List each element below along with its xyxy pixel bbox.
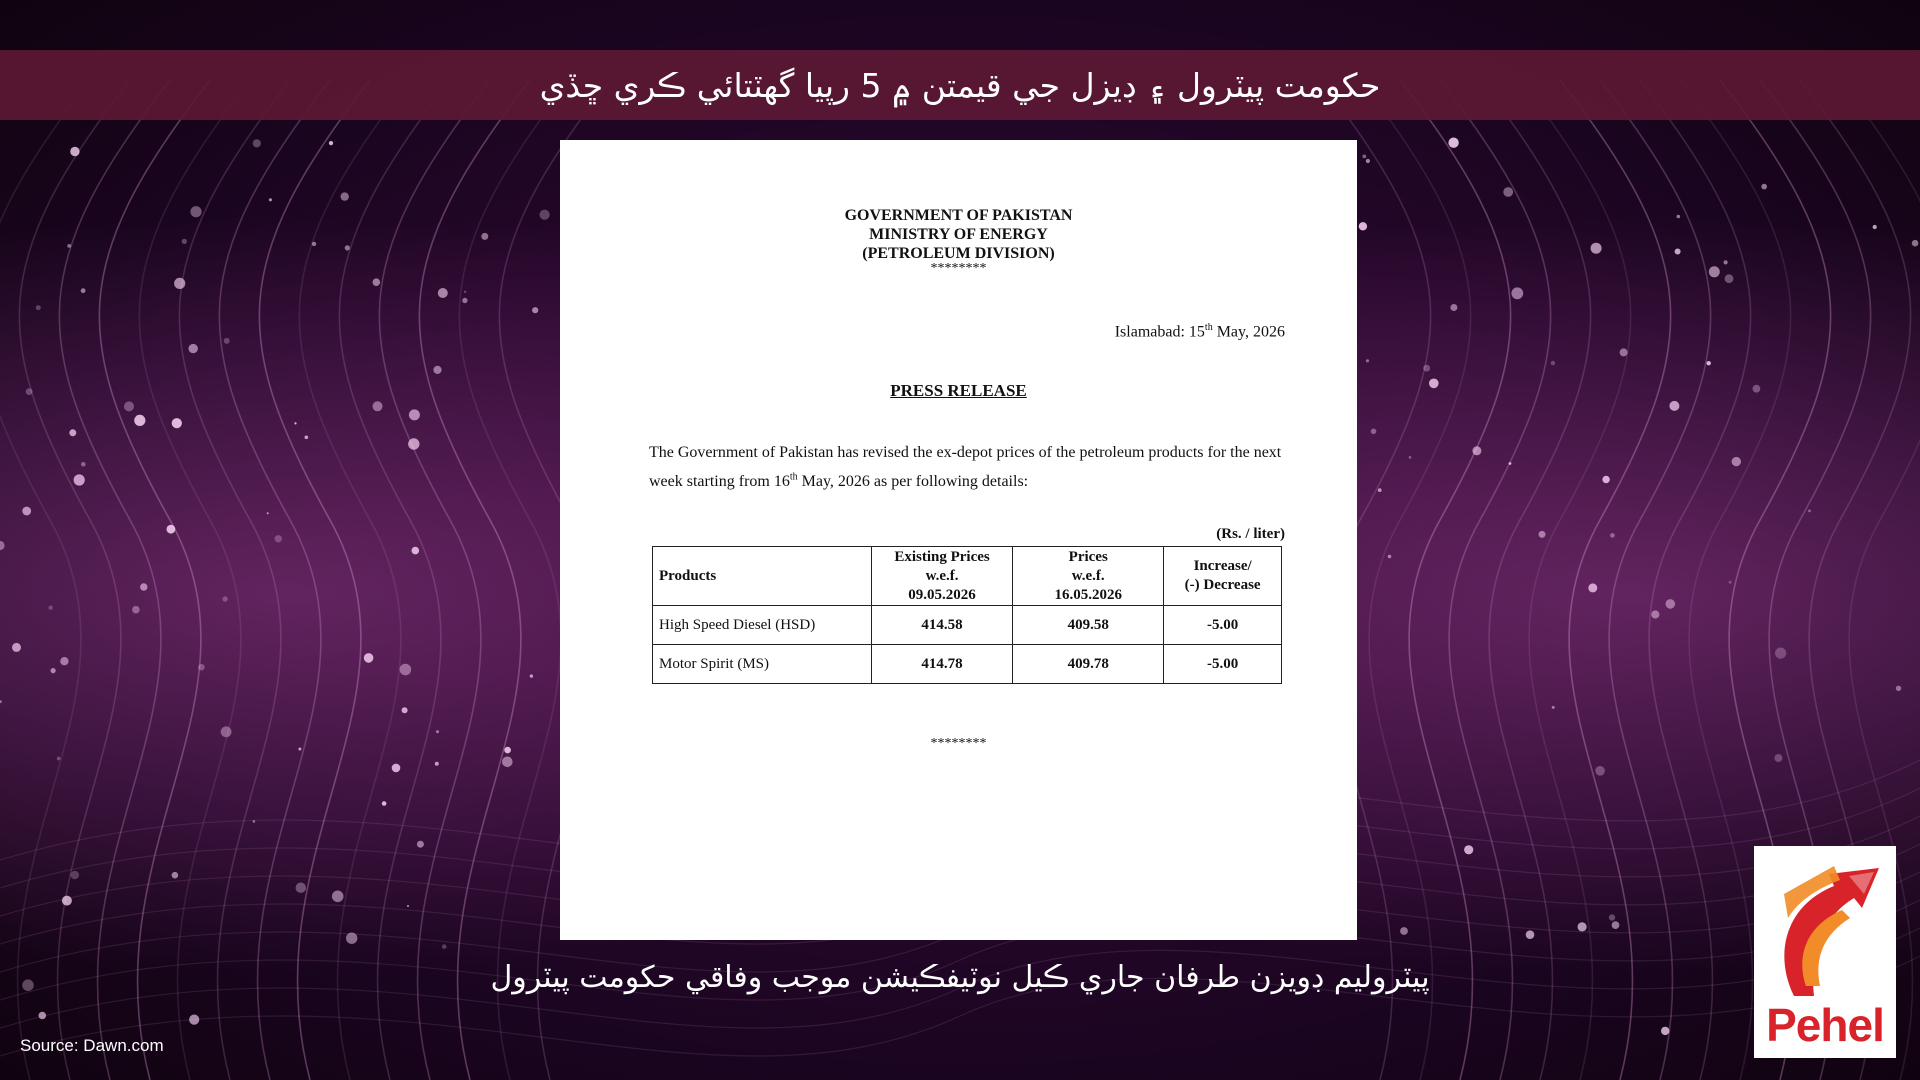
wave-line	[459, 80, 570, 1080]
particle-dot	[36, 305, 41, 310]
date-suffix: May, 2026	[1212, 323, 1285, 341]
header-existing-line: w.e.f.	[925, 567, 959, 584]
particle-dot	[1511, 287, 1523, 299]
particle-dot	[1578, 922, 1587, 931]
intro-ordinal: th	[789, 471, 798, 483]
particle-dot	[267, 512, 269, 514]
particle-dot	[134, 415, 145, 426]
particle-dot	[1808, 510, 1811, 513]
particle-dot	[57, 757, 61, 761]
date-prefix: Islamabad: 15	[1114, 323, 1205, 341]
particle-dot	[62, 896, 72, 906]
particle-dot	[269, 198, 272, 201]
particle-dot	[182, 239, 187, 244]
particle-dot	[345, 245, 350, 250]
particle-dot	[70, 147, 79, 156]
pehel-logo	[1754, 846, 1896, 1058]
particle-dot	[1651, 610, 1659, 618]
header-change	[1164, 547, 1282, 606]
particle-dot	[402, 707, 408, 713]
header-existing-line: 09.05.2026	[908, 586, 976, 603]
wave-line	[1360, 80, 1471, 1080]
particle-dot	[294, 422, 296, 424]
particle-dot	[435, 762, 439, 766]
product-name: Motor Spirit (MS)	[653, 645, 872, 684]
particle-dot	[1761, 184, 1767, 190]
wave-line	[219, 80, 330, 1080]
existing-price: 414.78	[871, 645, 1012, 684]
intro-text-1: The Government of Pakistan has revised the ex-depot prices of the petroleum products for the next week starting from 16	[649, 444, 1282, 490]
particle-dot	[71, 871, 80, 880]
particle-dot	[1503, 187, 1513, 197]
particle-dot	[364, 653, 374, 663]
particle-dot	[1526, 930, 1535, 939]
wave-line	[139, 80, 250, 1080]
wave-line	[99, 80, 210, 1080]
particle-dot	[1400, 927, 1408, 935]
particle-dot	[0, 700, 2, 703]
wave-line	[19, 80, 130, 1080]
particle-dot	[1609, 914, 1615, 920]
wave-line	[1480, 80, 1591, 1080]
particle-dot	[1677, 215, 1681, 219]
table-row	[653, 606, 1282, 645]
particle-dot	[26, 388, 33, 395]
price-table	[652, 546, 1282, 684]
date-ordinal: th	[1204, 322, 1213, 333]
intro-text-2: May, 2026 as per following details:	[797, 473, 1029, 490]
wave-line	[259, 80, 370, 1080]
particle-dot	[1610, 533, 1615, 538]
header-existing-prices	[871, 547, 1012, 606]
particle-dot	[1753, 385, 1761, 393]
particle-dot	[1873, 225, 1877, 229]
header-line-division: (PETROLEUM DIVISION)	[862, 245, 1055, 262]
particle-dot	[1588, 583, 1597, 592]
particle-dot	[1371, 429, 1377, 435]
header-new-prices	[1013, 547, 1164, 606]
particle-dot	[221, 726, 232, 737]
particle-dot	[305, 436, 309, 440]
particle-dot	[332, 891, 344, 903]
header-change-line: Increase/	[1193, 558, 1252, 574]
price-change: -5.00	[1164, 606, 1282, 645]
footer-stars: ********	[930, 736, 987, 751]
particle-dot	[49, 606, 53, 610]
particle-dot	[1464, 845, 1473, 854]
particle-dot	[502, 757, 513, 768]
unit-note: (Rs. / liter)	[1216, 526, 1285, 542]
header-new-line: w.e.f.	[1071, 567, 1105, 584]
header-new-line: 16.05.2026	[1054, 586, 1122, 603]
particle-dot	[67, 244, 71, 248]
particle-dot	[81, 462, 86, 467]
particle-dot	[1591, 243, 1602, 254]
particle-dot	[1539, 531, 1546, 538]
wave-line	[59, 80, 170, 1080]
document-header	[560, 206, 1357, 275]
headline-text: حکومت پيٽرول ۽ ڊيزل جي قيمتن ۾ 5 رپيا گھٽتائي ڪري ڇڏي	[539, 65, 1381, 105]
particle-dot	[1732, 457, 1741, 466]
particle-dot	[132, 606, 140, 614]
headline-banner	[0, 50, 1920, 120]
particle-dot	[1669, 401, 1679, 411]
particle-dot	[189, 344, 198, 353]
particle-dot	[392, 764, 401, 773]
particle-dot	[172, 418, 182, 428]
particle-dot	[1774, 754, 1782, 762]
particle-dot	[12, 643, 21, 652]
particle-dot	[224, 338, 230, 344]
particle-dot	[417, 841, 424, 848]
table-row	[653, 645, 1282, 684]
particle-dot	[433, 366, 441, 374]
particle-dot	[39, 1012, 47, 1020]
particle-dot	[341, 192, 349, 200]
particle-dot	[1359, 222, 1367, 230]
particle-dot	[1620, 348, 1628, 356]
particle-dot	[1551, 361, 1555, 365]
particle-dot	[296, 883, 306, 893]
subtitle-caption: پيٽروليم ڊويزن طرفان جاري ڪيل نوٽيفڪيشن موجب وفاقي حکومت پيٽرول	[490, 960, 1430, 995]
header-change-line: (-) Decrease	[1184, 577, 1261, 593]
particle-dot	[346, 933, 357, 944]
particle-dot	[253, 139, 261, 147]
pehel-arrow-logo-icon	[1754, 846, 1896, 1006]
particle-dot	[1450, 304, 1457, 311]
particle-dot	[0, 541, 5, 550]
particle-dot	[22, 507, 31, 516]
wave-line	[339, 80, 450, 1080]
particle-dot	[1729, 581, 1732, 584]
particle-dot	[1552, 706, 1555, 709]
wave-line	[1520, 80, 1631, 1080]
press-release-document	[560, 140, 1357, 940]
particle-dot	[190, 206, 201, 217]
header-line-ministry: MINISTRY OF ENERGY	[869, 226, 1048, 243]
particle-dot	[60, 657, 68, 665]
wave-line	[179, 80, 290, 1080]
particle-dot	[275, 535, 282, 542]
particle-dot	[1896, 686, 1901, 691]
press-release-title: PRESS RELEASE	[890, 381, 1027, 400]
product-name: High Speed Diesel (HSD)	[653, 606, 872, 645]
particle-dot	[69, 429, 76, 436]
particle-dot	[312, 242, 316, 246]
particle-dot	[481, 233, 488, 240]
particle-dot	[1612, 921, 1620, 929]
particle-dot	[412, 547, 420, 555]
particle-dot	[1707, 361, 1711, 365]
particle-dot	[81, 288, 86, 293]
header-existing-line: Existing Prices	[894, 548, 990, 565]
particle-dot	[1423, 365, 1430, 372]
particle-dot	[438, 288, 448, 298]
wave-line	[1400, 80, 1511, 1080]
particle-dot	[1602, 476, 1609, 483]
particle-dot	[1661, 1027, 1669, 1035]
particle-dot	[1675, 249, 1681, 255]
particle-dot	[167, 525, 176, 534]
particle-dot	[1666, 599, 1676, 609]
particle-dot	[1724, 260, 1728, 264]
particle-dot	[540, 210, 550, 220]
wave-line	[1440, 80, 1551, 1080]
particle-dot	[407, 905, 409, 907]
particle-dot	[464, 291, 466, 293]
particle-dot	[1725, 274, 1734, 283]
header-products: Products	[653, 547, 872, 606]
particle-dot	[174, 278, 185, 289]
particle-dot	[1378, 488, 1382, 492]
new-price: 409.78	[1013, 645, 1164, 684]
particle-dot	[189, 1015, 199, 1025]
particle-dot	[462, 298, 467, 303]
particle-dot	[253, 820, 256, 823]
particle-dot	[172, 872, 179, 879]
header-new-line: Prices	[1068, 548, 1108, 565]
wave-line	[299, 80, 410, 1080]
particle-dot	[373, 401, 383, 411]
particle-dot	[530, 674, 533, 677]
particle-dot	[74, 474, 85, 485]
particle-dot	[1595, 766, 1605, 776]
table-header-row	[653, 547, 1282, 606]
particle-dot	[198, 664, 204, 670]
particle-dot	[532, 307, 538, 313]
particle-dot	[400, 664, 412, 676]
particle-dot	[504, 747, 511, 754]
particle-dot	[373, 278, 381, 286]
particle-dot	[51, 668, 56, 673]
particle-dot	[1472, 446, 1481, 455]
particle-dot	[1448, 138, 1458, 148]
particle-dot	[1429, 379, 1439, 389]
particle-dot	[436, 730, 439, 733]
new-price: 409.58	[1013, 606, 1164, 645]
particle-dot	[298, 748, 301, 751]
wave-line	[1600, 80, 1711, 1080]
particle-dot	[1775, 648, 1786, 659]
document-date	[1115, 322, 1285, 341]
particle-dot	[1366, 159, 1370, 163]
particle-dot	[140, 583, 147, 590]
particle-dot	[1912, 240, 1919, 247]
header-line-government: GOVERNMENT OF PAKISTAN	[844, 207, 1073, 224]
intro-paragraph	[649, 438, 1289, 496]
particle-dot	[409, 409, 420, 420]
particle-dot	[1366, 359, 1369, 362]
particle-dot	[1509, 462, 1512, 465]
source-credit: Source: Dawn.com	[20, 1036, 164, 1055]
particle-dot	[382, 801, 387, 806]
particle-dot	[408, 438, 419, 449]
existing-price: 414.58	[871, 606, 1012, 645]
particle-dot	[329, 141, 333, 145]
logo-wordmark: Pehel	[1766, 999, 1884, 1051]
wave-line	[379, 80, 490, 1080]
wave-line	[1560, 80, 1671, 1080]
header-stars: ********	[930, 261, 987, 276]
wave-line	[419, 80, 530, 1080]
particle-dot	[1388, 555, 1392, 559]
particle-dot	[222, 596, 227, 601]
price-change: -5.00	[1164, 645, 1282, 684]
particle-dot	[1362, 155, 1366, 159]
particle-dot	[1709, 266, 1720, 277]
particle-dot	[124, 401, 134, 411]
particle-dot	[442, 944, 447, 949]
particle-dot	[1409, 456, 1412, 459]
